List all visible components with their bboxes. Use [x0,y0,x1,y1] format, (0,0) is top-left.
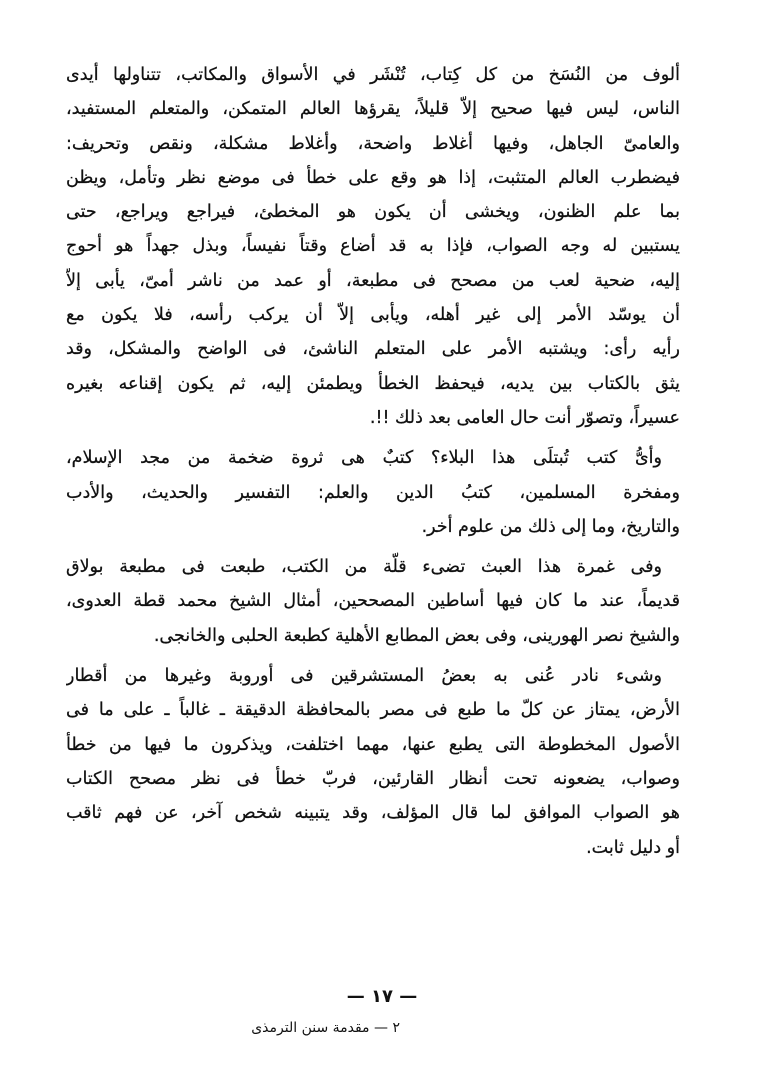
text-line: والعامىّ الجاهل، وفيها أغلاط واضحة، وأغلاط مشكلة، ونقص وتحريف: [66,133,680,154]
text-line: وفى غمرة هذا العبث تضىء قلّة من الكتب، طبعت فى مطبعة بولاق [66,557,662,578]
text-line: وصواب، يضعونه تحت أنظار القارئين، فربّ خطأ فى نظر مصحح الكتاب [66,768,680,789]
text-line: وأىُّ كتب تُبتلَى هذا البلاء؟ كتبٌ هى ثروة ضخمة من مجد الإسلام، [66,448,662,469]
text-line: يستبين له وجه الصواب، فإذا به قد أضاع وقتاً نفيساً، وبذل جهداً هو أحوج [66,236,680,257]
text-line: عسيراً، وتصوّر أنت حال العامى بعد ذلك !!. [369,407,680,428]
text-line: ألوف من النُسَخ من كل كِتاب، تُنْشَر في الأسواق والمكاتب، تتناولها أيدى [66,65,680,85]
text-line: والتاريخ، وما إلى ذلك من علوم أخر. [421,516,680,537]
text-line: فيضطرب العالم المتثبت، إذا هو وقع على خطأ فى موضع نظر وتأمل، ويظن [66,167,680,188]
text-line: الأرض، يمتاز عن كلّ ما طبع فى مصر بالمحافظة الدقيقة ـ غالباً ـ على ما فى [66,700,680,721]
text-line: هو الصواب الموافق لما قال المؤلف، وقد يتبينه شخص آخر، عن فهم ثاقب [66,803,680,824]
text-line: وشىء نادر عُنى به بعضُ المستشرقين فى أوروبة وغيرها من أقطار [66,666,662,687]
text-line: قديماً، عند ما كان فيها أساطين المصححين، أمثال الشيخ محمد قطة العدوى، [66,591,680,612]
text-line: الناس، ليس فيها صحيح إلاّ قليلاً، يقرؤها العالم المتمكن، والمتعلم المستفيد، [66,99,680,120]
body-text [66,58,680,865]
text-line: يثق بالكتاب بين يديه، فيحفظ الخطأ ويطمئن إليه، ثم يكون إقناعه بغيره [66,373,680,394]
text-line: رأيه رأى: ويشتبه الأمر على المتعلم الناشئ، فى الواضح والمشكل، وقد [66,339,680,360]
page-number: — ١٧ — [346,986,418,1007]
text-line: أن يوسّد الأمر إلى غير أهله، ويأبى إلاّ أن يركب رأسه، فلا يكون مع [66,305,680,326]
text-line: أو دليل ثابت. [586,837,680,858]
text-line: ومفخرة المسلمين، كتبُ الدين والعلم: التفسير والحديث، والأدب [66,482,680,503]
text-line: إليه، ضحية لعب من مصحح فى مطبعة، أو عمد من ناشر أمىّ، يأبى إلاّ [66,270,680,291]
text-line: الأصول المخطوطة التى يطبع عنها، مهما اختلفت، ويذكرون ما فيها من خطأ [66,734,680,755]
footer-signature: ٢ — مقدمة سنن الترمذى [251,1020,400,1036]
text-line: والشيخ نصر الهورينى، وفى بعض المطابع الأهلية كطبعة الحلبى والخانجى. [153,625,680,646]
text-line: بما علم الظنون، ويخشى أن يكون هو المخطئ، فيراجع ويراجع، حتى [66,202,680,223]
